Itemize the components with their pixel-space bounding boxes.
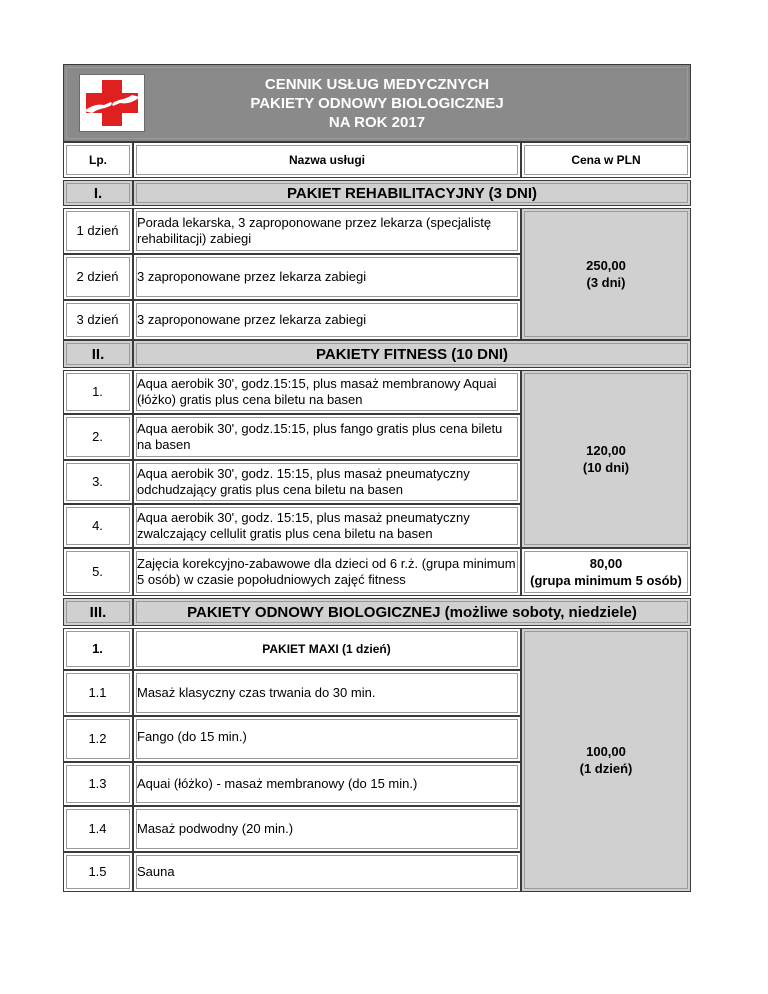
row-lp-label: 2. (92, 429, 103, 444)
row-name-label: Aqua aerobik 30', godz. 15:15, plus masaż pneumatyczny zwalczający cellulit gratis plus cena biletu na basen (137, 510, 470, 541)
row-lp (63, 414, 133, 460)
row-name (133, 208, 521, 254)
row-lp-label: 3 dzień (76, 312, 119, 327)
row-name-label: Aquai (łóżko) - masaż membranowy (do 15 min.) (137, 776, 418, 791)
row-lp (63, 504, 133, 548)
row-name (133, 548, 521, 596)
section-number-label: I. (93, 184, 103, 202)
price-cell (521, 370, 691, 548)
section-title-label: PAKIETY ODNOWY BIOLOGICZNEJ (możliwe soboty, niedziele) (187, 603, 637, 621)
row-name-label: Aqua aerobik 30', godz.15:15, plus fango gratis plus cena biletu na basen (137, 421, 503, 452)
row-name (133, 716, 521, 762)
row-lp (63, 670, 133, 716)
row-name-label: 3 zaproponowane przez lekarza zabiegi (137, 312, 367, 327)
row-lp (63, 300, 133, 340)
section-number (63, 180, 133, 206)
row-name-label: Fango (do 15 min.) (137, 729, 247, 744)
row-lp-label: 1.3 (88, 776, 107, 791)
section-title-label: PAKIET REHABILITACYJNY (3 DNI) (286, 184, 538, 202)
row-name-label: Aqua aerobik 30', godz. 15:15, plus masaż pneumatyczny odchudzający gratis plus cena biletu na basen (137, 466, 470, 497)
row-lp-label: 5. (92, 564, 103, 579)
section-number (63, 340, 133, 368)
row-name (133, 414, 521, 460)
package-lp (63, 628, 133, 670)
section-title (133, 340, 691, 368)
col-header-price-label: Cena w PLN (571, 153, 641, 167)
page-title: CENNIK USŁUG MEDYCZNYCH PAKIETY ODNOWY BIOLOGICZNEJ NA ROK 2017 (250, 75, 504, 131)
row-name (133, 806, 521, 852)
section-number-label: III. (89, 603, 107, 621)
row-lp (63, 208, 133, 254)
col-header-price (521, 142, 691, 178)
col-header-name-label: Nazwa usługi (288, 153, 365, 167)
row-name-label: Porada lekarska, 3 zaproponowane przez lekarza (specjalistę rehabilitacji) zabiegi (137, 215, 492, 246)
row-lp (63, 716, 133, 762)
col-header-lp-label: Lp. (89, 153, 107, 167)
section-title-label: PAKIETY FITNESS (10 DNI) (316, 345, 508, 363)
price-label: 100,00 (1 dzień) (579, 744, 633, 776)
row-name-label: Masaż klasyczny czas trwania do 30 min. (137, 685, 376, 700)
row-name-label: Zajęcia korekcyjno-zabawowe dla dzieci od 6 r.ż. (grupa minimum 5 osób) w czasie popołudniowych zajęć fitness (137, 556, 516, 587)
row-name (133, 254, 521, 300)
price-cell (521, 548, 691, 596)
package-name (133, 628, 521, 670)
row-lp (63, 548, 133, 596)
row-name-label: 3 zaproponowane przez lekarza zabiegi (137, 269, 367, 284)
row-lp (63, 852, 133, 892)
red-cross-hands-icon (79, 74, 145, 132)
row-name (133, 460, 521, 504)
row-lp-label: 1.2 (88, 731, 107, 746)
col-header-name (133, 142, 521, 178)
row-lp-label: 1.1 (88, 685, 107, 700)
section-number-label: II. (91, 345, 105, 363)
price-label: 250,00 (3 dni) (586, 258, 626, 290)
price-label: 120,00 (10 dni) (582, 443, 630, 475)
row-lp-label: 1.4 (88, 821, 107, 836)
row-lp-label: 1. (92, 384, 103, 399)
row-name-label: Aqua aerobik 30', godz.15:15, plus masaż membranowy Aquai (łóżko) gratis plus cena biletu na basen (137, 376, 497, 407)
row-name-label: Masaż podwodny (20 min.) (137, 821, 294, 836)
price-cell (521, 628, 691, 892)
row-name (133, 670, 521, 716)
row-lp-label: 1 dzień (76, 223, 119, 238)
header-banner (63, 64, 691, 142)
row-lp-label: 4. (92, 518, 103, 533)
row-name (133, 300, 521, 340)
row-lp-label: 1.5 (88, 864, 107, 879)
row-lp (63, 460, 133, 504)
row-lp (63, 806, 133, 852)
package-lp-label: 1. (92, 641, 103, 656)
row-lp-label: 2 dzień (76, 269, 119, 284)
section-title (133, 598, 691, 626)
row-lp-label: 3. (92, 474, 103, 489)
row-name (133, 504, 521, 548)
price-label: 80,00 (grupa minimum 5 osób) (530, 556, 682, 588)
package-name-label: PAKIET MAXI (1 dzień) (262, 642, 391, 656)
row-lp (63, 370, 133, 414)
section-title (133, 180, 691, 206)
row-lp (63, 762, 133, 806)
row-lp (63, 254, 133, 300)
row-name (133, 370, 521, 414)
row-name (133, 762, 521, 806)
col-header-lp (63, 142, 133, 178)
price-cell (521, 208, 691, 340)
row-name (133, 852, 521, 892)
section-number (63, 598, 133, 626)
row-name-label: Sauna (137, 864, 175, 879)
